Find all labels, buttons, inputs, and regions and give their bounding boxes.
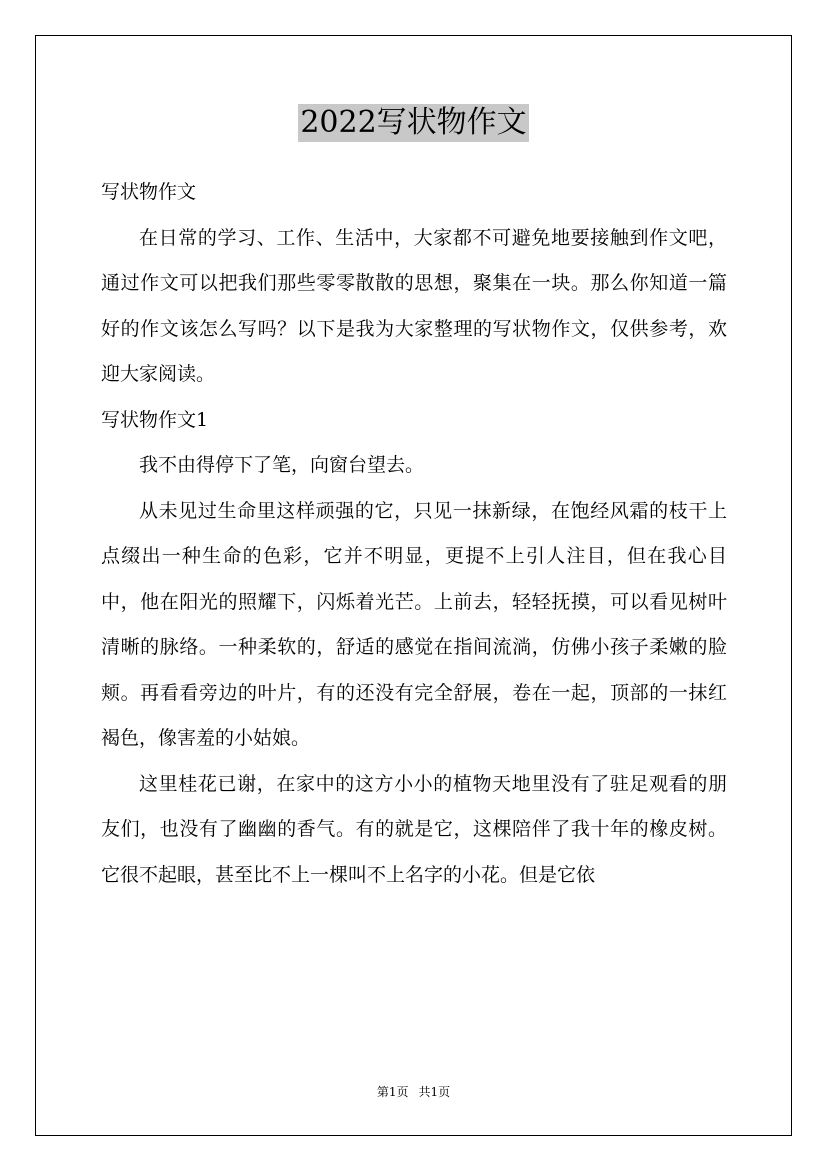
paragraph-1: 我不由得停下了笔，向窗台望去。 bbox=[139, 454, 425, 476]
paragraph-heading: 写状物作文 bbox=[101, 181, 197, 203]
paragraph-subheading: 写状物作文1 bbox=[101, 408, 209, 431]
document-title: 2022写状物作文 bbox=[300, 105, 527, 140]
title-container bbox=[0, 104, 827, 142]
page-number: 第1页 bbox=[376, 1085, 409, 1099]
page-footer bbox=[0, 1084, 827, 1100]
document-body bbox=[101, 170, 727, 898]
paragraph-intro: 在日常的学习、工作、生活中，大家都不可避免地要接触到作文吧，通过作文可以把我们那些零零散散的思想，聚集在一块。那么你知道一篇好的作文该怎么写吗？以下是我为大家整理的写状物作文，仅供参考，欢迎大家阅读。 bbox=[101, 226, 727, 385]
paragraph-2: 从未见过生命里这样顽强的它，只见一抹新绿，在饱经风霜的枝干上点缀出一种生命的色彩，它并不明显，更提不上引人注目，但在我心目中，他在阳光的照耀下，闪烁着光芒。上前去，轻轻抚摸，可以看见树叶清晰的脉络。一种柔软的，舒适的感觉在指间流淌，仿佛小孩子柔嫩的脸颊。再看看旁边的叶片，有的还没有完全舒展，卷在一起，顶部的一抹红褐色，像害羞的小姑娘。 bbox=[101, 499, 727, 749]
paragraph-3: 这里桂花已谢，在家中的这方小小的植物天地里没有了驻足观看的朋友们，也没有了幽幽的香气。有的就是它，这棵陪伴了我十年的橡皮树。它很不起眼，甚至比不上一棵叫不上名字的小花。但是它依 bbox=[101, 772, 727, 886]
page-total: 共1页 bbox=[418, 1085, 451, 1099]
